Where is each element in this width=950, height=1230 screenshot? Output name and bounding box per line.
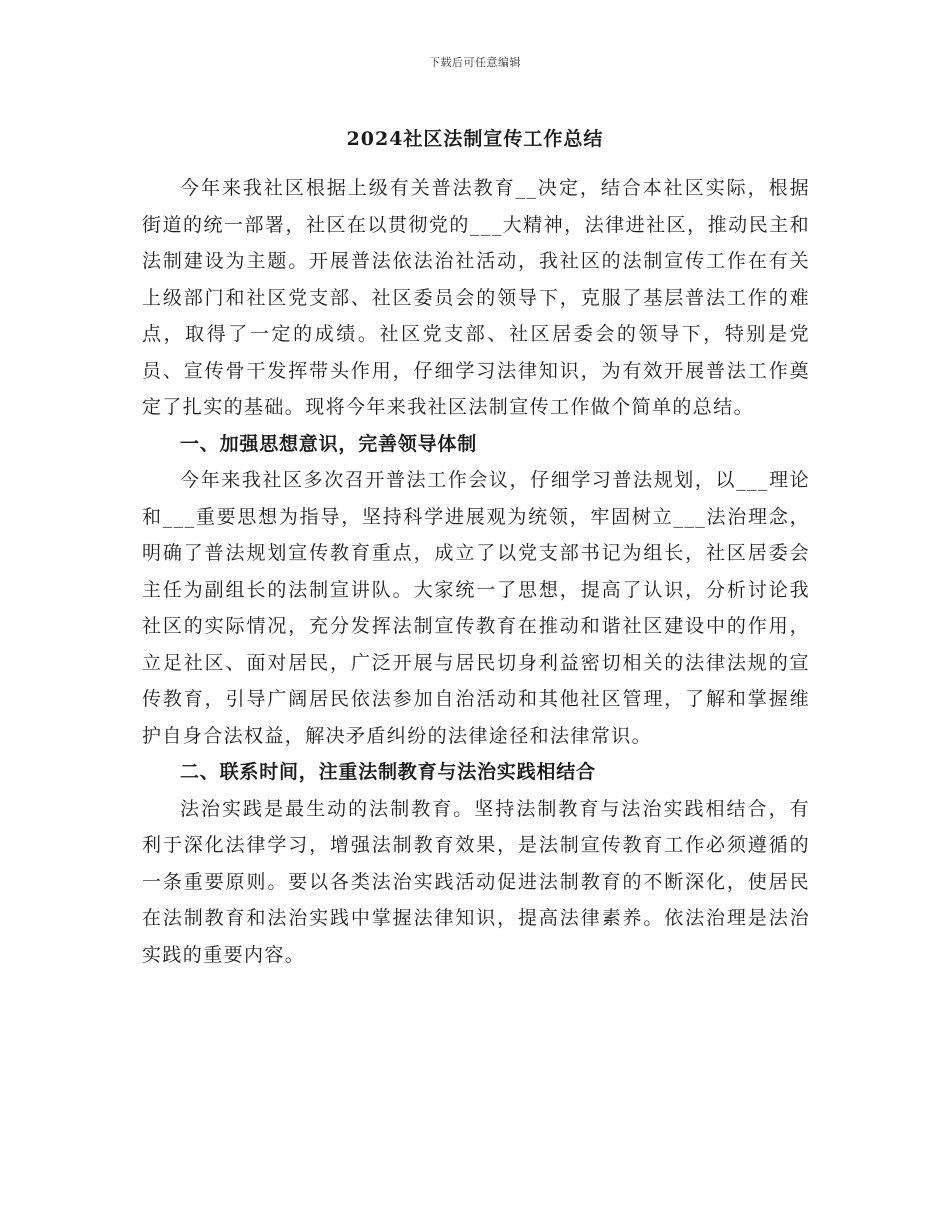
document-title: 2024社区法制宣传工作总结 bbox=[346, 128, 604, 150]
document-body bbox=[142, 170, 810, 973]
section-heading-1: 一、加强思想意识，完善领导体制 bbox=[180, 432, 478, 455]
header-note: 下载后可任意编辑 bbox=[429, 56, 521, 69]
section-heading-2: 二、联系时间，注重法制教育与法治实践相结合 bbox=[180, 761, 596, 783]
section-paragraph-2: 法治实践是最生动的法制教育。坚持法制教育与法治实践相结合，有利于深化法律学习，增强法制教育效果，是法制宣传教育工作必须遵循的一条重要原则。要以各类法治实践活动促进法制教育的不断深化，使居民在法制教育和法治实践中掌握法律知识，提高法律素养。依法治理是法治实践的重要内容。 bbox=[142, 797, 810, 966]
section-paragraph-1: 今年来我社区多次召开普法工作会议，仔细学习普法规划，以___理论和___重要思想为指导，坚持科学进展观为统领，牢固树立___法治理念，明确了普法规划宣传教育重点，成立了以党支部书记为组长，社区居委会主任为副组长的法制宣讲队。大家统一了思想，提高了认识，分析讨论我社区的实际情况，充分发挥法制宣传教育在推动和谐社区建设中的作用，立足社区、面对居民，广泛开展与居民切身利益密切相关的法律法规的宣传教育，引导广阔居民依法参加自治活动和其他社区管理，了解和掌握维护自身合法权益，解决矛盾纠纷的法律途径和法律常识。 bbox=[142, 469, 810, 747]
intro-paragraph: 今年来我社区根据上级有关普法教育__决定，结合本社区实际，根据街道的统一部署，社区在以贯彻党的___大精神，法律进社区，推动民主和法制建设为主题。开展普法依法治社活动，我社区的法制宣传工作在有关上级部门和社区党支部、社区委员会的领导下，克服了基层普法工作的难点，取得了一定的成绩。社区党支部、社区居委会的领导下，特别是党员、宣传骨干发挥带头作用，仔细学习法律知识，为有效开展普法工作奠定了扎实的基础。现将今年来我社区法制宣传工作做个简单的总结。 bbox=[142, 177, 810, 418]
